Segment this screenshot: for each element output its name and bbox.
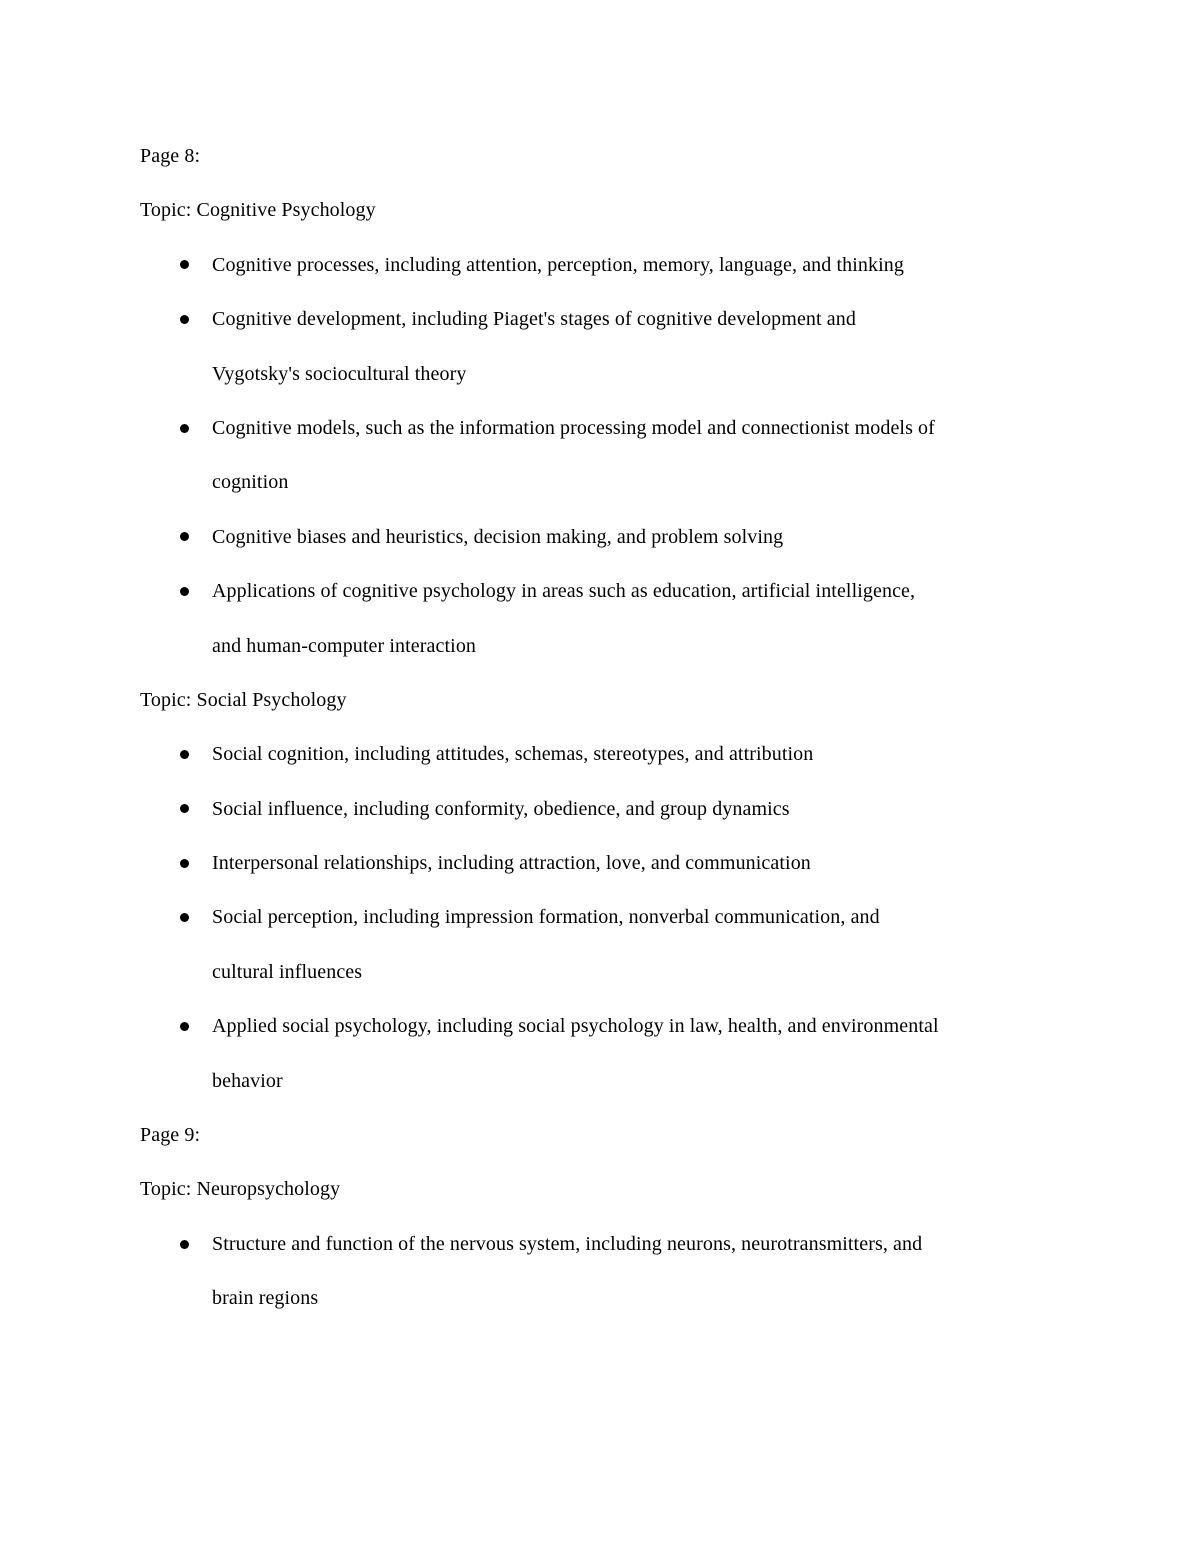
document-body bbox=[140, 129, 1100, 1326]
line-text: Social perception, including impression formation, nonverbal communication, and bbox=[212, 906, 880, 929]
line-text: Interpersonal relationships, including attraction, love, and communication bbox=[212, 852, 811, 875]
line-text: Page 8: bbox=[140, 145, 201, 167]
line-text: Vygotsky's sociocultural theory bbox=[212, 362, 467, 385]
line-text: brain regions bbox=[212, 1287, 319, 1310]
line-text: Applied social psychology, including social psychology in law, health, and environmental bbox=[212, 1015, 939, 1038]
line-text: Cognitive development, including Piaget's stages of cognitive development and bbox=[212, 308, 856, 331]
bullet-applications-cognitive bbox=[140, 564, 1100, 618]
bullet-applied-social-psychology-continuation bbox=[140, 1054, 1100, 1108]
bullet-interpersonal-relationships bbox=[140, 836, 1100, 890]
bullet-icon bbox=[180, 587, 189, 596]
line-text: behavior bbox=[212, 1069, 283, 1092]
bullet-icon bbox=[180, 315, 189, 324]
bullet-nervous-system-structure-continuation bbox=[140, 1271, 1100, 1325]
bullet-applications-cognitive-continuation bbox=[140, 619, 1100, 673]
line-text: Cognitive biases and heuristics, decision making, and problem solving bbox=[212, 525, 784, 548]
line-text: cognition bbox=[212, 471, 289, 494]
line-text: Structure and function of the nervous system, including neurons, neurotransmitters, and bbox=[212, 1232, 923, 1255]
line-text: Applications of cognitive psychology in areas such as education, artificial intelligence, bbox=[212, 580, 916, 603]
page-9-label bbox=[140, 1108, 1100, 1162]
bullet-icon bbox=[180, 804, 189, 813]
line-text: Cognitive models, such as the information processing model and connectionist models of bbox=[212, 416, 935, 439]
line-text: Topic: Social Psychology bbox=[140, 688, 347, 711]
bullet-social-perception-continuation bbox=[140, 945, 1100, 999]
page-8-label bbox=[140, 129, 1100, 183]
bullet-icon bbox=[180, 424, 189, 433]
bullet-icon bbox=[180, 859, 189, 868]
line-text: Social influence, including conformity, obedience, and group dynamics bbox=[212, 797, 790, 820]
topic-social-psychology bbox=[140, 673, 1100, 727]
bullet-social-influence bbox=[140, 782, 1100, 836]
bullet-applied-social-psychology bbox=[140, 999, 1100, 1053]
line-text: Social cognition, including attitudes, schemas, stereotypes, and attribution bbox=[212, 743, 814, 766]
bullet-icon bbox=[180, 532, 189, 541]
bullet-cognitive-development-continuation bbox=[140, 347, 1100, 401]
bullet-icon bbox=[180, 913, 189, 922]
bullet-icon bbox=[180, 750, 189, 759]
line-text: cultural influences bbox=[212, 960, 363, 983]
bullet-icon bbox=[180, 260, 189, 269]
line-text: Cognitive processes, including attention, perception, memory, language, and thinking bbox=[212, 253, 904, 276]
bullet-cognitive-biases bbox=[140, 510, 1100, 564]
line-text: Topic: Neuropsychology bbox=[140, 1178, 341, 1201]
line-text: Page 9: bbox=[140, 1124, 201, 1147]
bullet-social-cognition bbox=[140, 727, 1100, 781]
bullet-nervous-system-structure bbox=[140, 1217, 1100, 1271]
bullet-cognitive-processes bbox=[140, 238, 1100, 292]
bullet-cognitive-development bbox=[140, 292, 1100, 346]
bullet-cognitive-models-continuation bbox=[140, 455, 1100, 509]
line-text: Topic: Cognitive Psychology bbox=[140, 199, 376, 222]
bullet-icon bbox=[180, 1240, 189, 1249]
bullet-icon bbox=[180, 1022, 189, 1031]
topic-neuropsychology bbox=[140, 1162, 1100, 1216]
topic-cognitive-psychology bbox=[140, 183, 1100, 237]
line-text: and human-computer interaction bbox=[212, 634, 477, 657]
bullet-social-perception bbox=[140, 890, 1100, 944]
bullet-cognitive-models bbox=[140, 401, 1100, 455]
